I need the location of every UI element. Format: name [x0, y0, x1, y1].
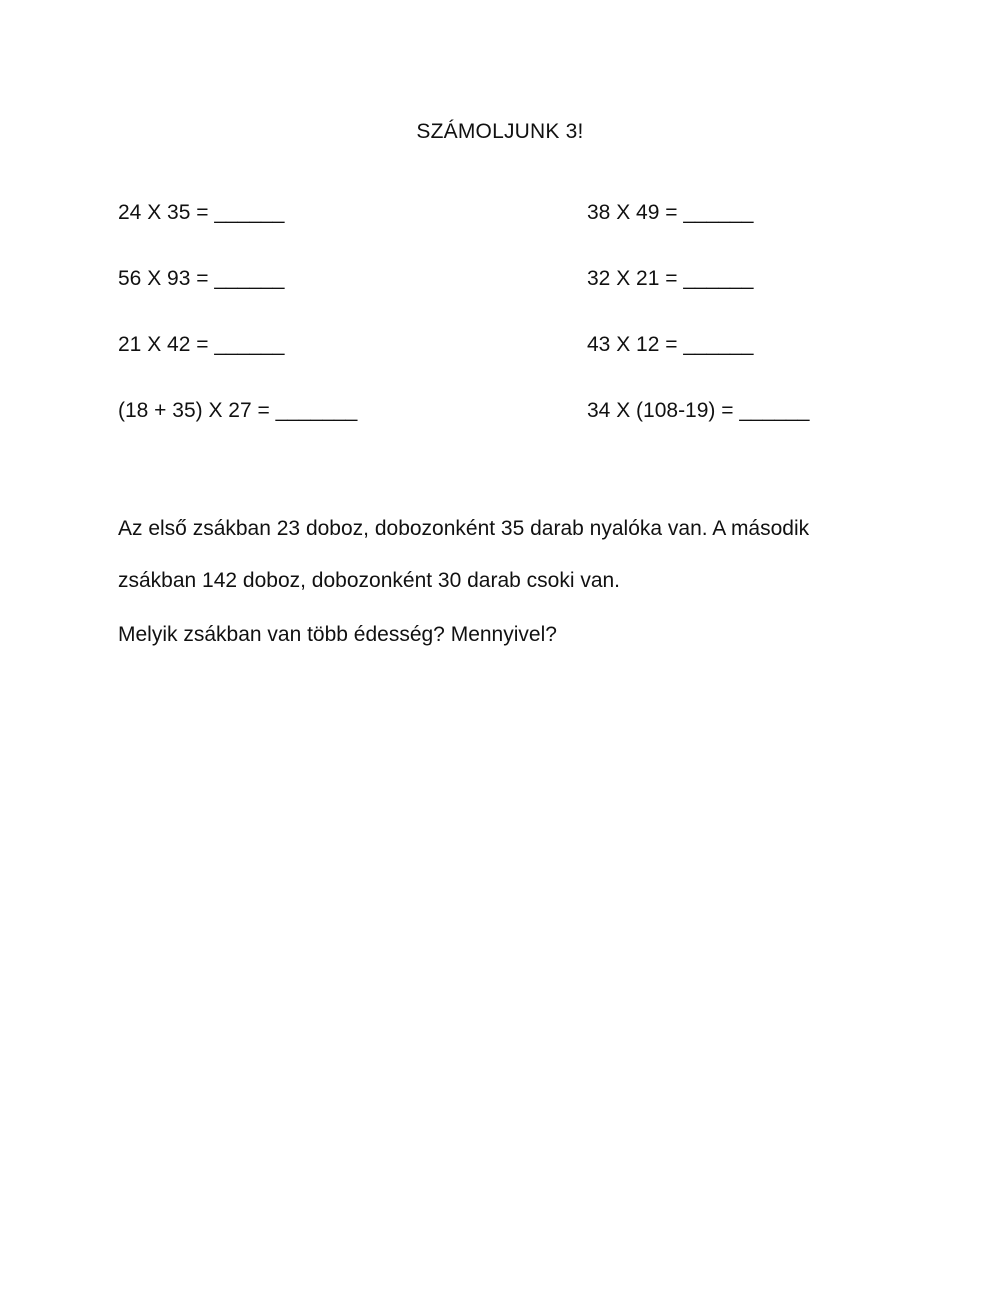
exercise-left-1: 24 X 35 = ______: [118, 201, 285, 224]
word-problem: [118, 503, 898, 607]
worksheet-title: SZÁMOLJUNK 3!: [416, 120, 584, 143]
exercise-right-2: 32 X 21 = ______: [587, 267, 754, 290]
exercise-left-2: 56 X 93 = ______: [118, 267, 285, 290]
exercise-right-3: 43 X 12 = ______: [587, 333, 754, 356]
word-problem-line-1: Az első zsákban 23 doboz, dobozonként 35 darab nyalóka van. A második: [118, 517, 810, 540]
exercise-right-1: 38 X 49 = ______: [587, 201, 754, 224]
exercise-right-4: 34 X (108-19) = ______: [587, 399, 810, 422]
exercise-left-4: (18 + 35) X 27 = _______: [118, 399, 358, 422]
word-problem-question: Melyik zsákban van több édesség? Mennyivel?: [118, 623, 557, 646]
word-problem-line-2: zsákban 142 doboz, dobozonként 30 darab csoki van.: [118, 569, 621, 592]
exercise-left-3: 21 X 42 = ______: [118, 333, 285, 356]
